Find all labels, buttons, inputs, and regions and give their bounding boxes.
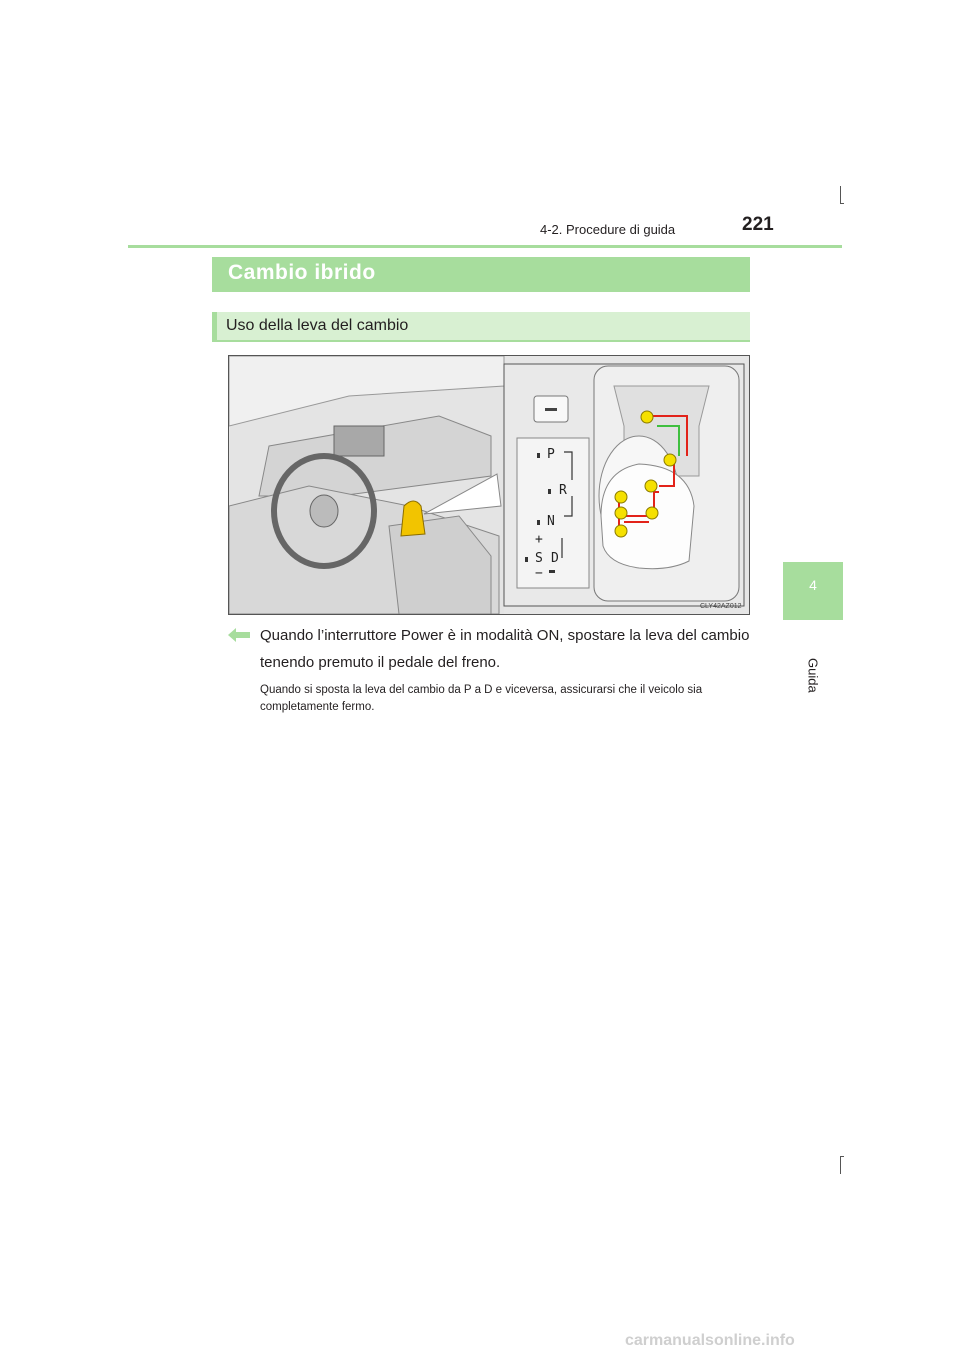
chapter-tab-number: 4 <box>809 577 817 593</box>
chapter-tab-label: Guida <box>805 657 821 693</box>
watermark: carmanualsonline.info <box>625 1332 795 1349</box>
crop-mark-top-foot <box>840 203 844 204</box>
main-instruction: Quando l’interruttore Power è in modalità ON, spostare la leva del cambio tenendo premuto il pedale del freno. <box>260 627 750 671</box>
gate-label-r: R <box>559 483 567 498</box>
crop-mark-bottom-foot <box>840 1156 844 1157</box>
arrow-left-icon <box>228 626 252 644</box>
gate-label-p: P <box>547 447 555 462</box>
note-text: Quando si sposta la leva del cambio da P a D e viceversa, assicurarsi che il veicolo sia completamente fermo. <box>260 684 703 713</box>
header-rule <box>128 245 842 248</box>
section-title: Cambio ibrido <box>228 261 376 284</box>
crop-mark-top <box>840 186 841 204</box>
crop-mark-bottom <box>840 1156 841 1174</box>
gate-label-minus: − <box>535 566 543 581</box>
gate-label-n: N <box>547 514 555 529</box>
gate-label-plus: + <box>535 532 543 547</box>
gate-label-d: D <box>551 551 559 566</box>
running-header: 4-2. Procedure di guida <box>540 222 676 237</box>
figure-code: CLY42AZ012 <box>700 603 742 610</box>
illustration-svg <box>229 356 749 614</box>
shift-lever-illustration <box>228 355 750 615</box>
gate-label-s: S <box>535 551 543 566</box>
subsection-title: Uso della leva del cambio <box>226 317 409 334</box>
subsection-accent <box>212 312 217 342</box>
page-number: 221 <box>742 214 774 235</box>
